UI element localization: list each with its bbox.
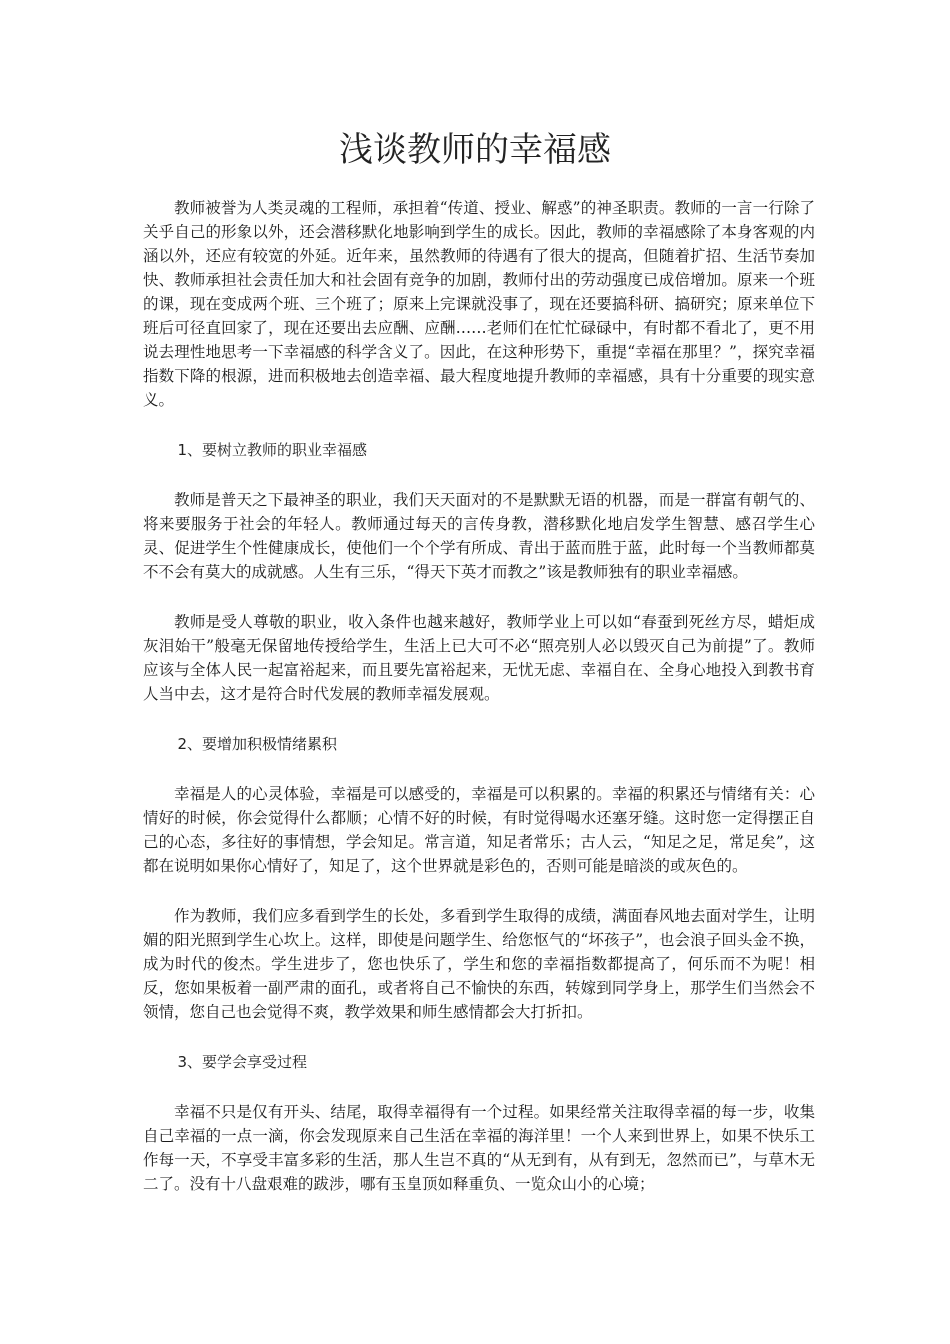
section-2-paragraph-1: 幸福是人的心灵体验，幸福是可以感受的，幸福是可以积累的。幸福的积累还与情绪有关：心情好的时候，你会觉得什么都顺；心情不好的时候，有时觉得喝水还塞牙缝。这时您一定得摆正自己的心态，多往好的事情想，学会知足。常言道，知足者常乐；古人云，“知足之足，常足矣”，这都在说明如果你心情好了，知足了，这个世界就是彩色的，否则可能是暗淡的或灰色的。	[143, 785, 815, 875]
section-heading-2: 2、要增加积极情绪累积	[177, 735, 338, 753]
section-heading-1: 1、要树立教师的职业幸福感	[177, 441, 368, 459]
section-1-paragraph-1: 教师是普天之下最神圣的职业，我们天天面对的不是默默无语的机器，而是一群富有朝气的、将来要服务于社会的年轻人。教师通过每天的言传身教，潜移默化地启发学生智慧、感召学生心灵、促进学生个性健康成长，使他们一个个学有所成、青出于蓝而胜于蓝，此时每一个当教师都莫不不会有莫大的成就感。人生有三乐，“得天下英才而教之”该是教师独有的职业幸福感。	[143, 491, 815, 581]
document-body	[143, 196, 815, 1222]
section-heading-3: 3、要学会享受过程	[177, 1053, 308, 1071]
section-1-paragraph-2: 教师是受人尊敬的职业，收入条件也越来越好，教师学业上可以如“春蚕到死丝方尽，蜡炬成灰泪始干”般毫无保留地传授给学生，生活上已大可不必“照亮别人必以毁灭自己为前提”了。教师应该与全体人民一起富裕起来，而且要先富裕起来，无忧无虑、幸福自在、全身心地投入到教书育人当中去，这才是符合时代发展的教师幸福发展观。	[143, 613, 815, 703]
document-title: 浅谈教师的幸福感	[339, 130, 611, 170]
intro-paragraph: 教师被誉为人类灵魂的工程师，承担着“传道、授业、解惑”的神圣职责。教师的一言一行除了关乎自己的形象以外，还会潜移默化地影响到学生的成长。因此，教师的幸福感除了本身客观的内涵以外，还应有较宽的外延。近年来，虽然教师的待遇有了很大的提高，但随着扩招、生活节奏加快、教师承担社会责任加大和社会固有竞争的加剧，教师付出的劳动强度已成倍增加。原来一个班的课，现在变成两个班、三个班了；原来上完课就没事了，现在还要搞科研、搞研究；原来单位下班后可径直回家了，现在还要出去应酬、应酬……老师们在忙忙碌碌中，有时都不看北了，更不用说去理性地思考一下幸福感的科学含义了。因此，在这种形势下，重提“幸福在那里？”，探究幸福指数下降的根源，进而积极地去创造幸福、最大程度地提升教师的幸福感，具有十分重要的现实意义。	[143, 199, 815, 409]
section-3-paragraph-1: 幸福不只是仅有开头、结尾，取得幸福得有一个过程。如果经常关注取得幸福的每一步，收集自己幸福的一点一滴，你会发现原来自己生活在幸福的海洋里！一个人来到世界上，如果不快乐工作每一天，不享受丰富多彩的生活，那人生岂不真的“从无到有，从有到无，忽然而已”，与草木无二了。没有十八盘艰难的跋涉，哪有玉皇顶如释重负、一览众山小的心境；	[143, 1103, 815, 1193]
section-2-paragraph-2: 作为教师，我们应多看到学生的长处，多看到学生取得的成绩，满面春风地去面对学生，让明媚的阳光照到学生心坎上。这样，即使是问题学生、给您怄气的“坏孩子”，也会浪子回头金不换，成为时代的俊杰。学生进步了，您也快乐了，学生和您的幸福指数都提高了，何乐而不为呢！相反，您如果板着一副严肃的面孔，或者将自己不愉快的东西，转嫁到同学身上，那学生们当然会不领情，您自己也会觉得不爽，教学效果和师生感情都会大打折扣。	[143, 907, 815, 1021]
